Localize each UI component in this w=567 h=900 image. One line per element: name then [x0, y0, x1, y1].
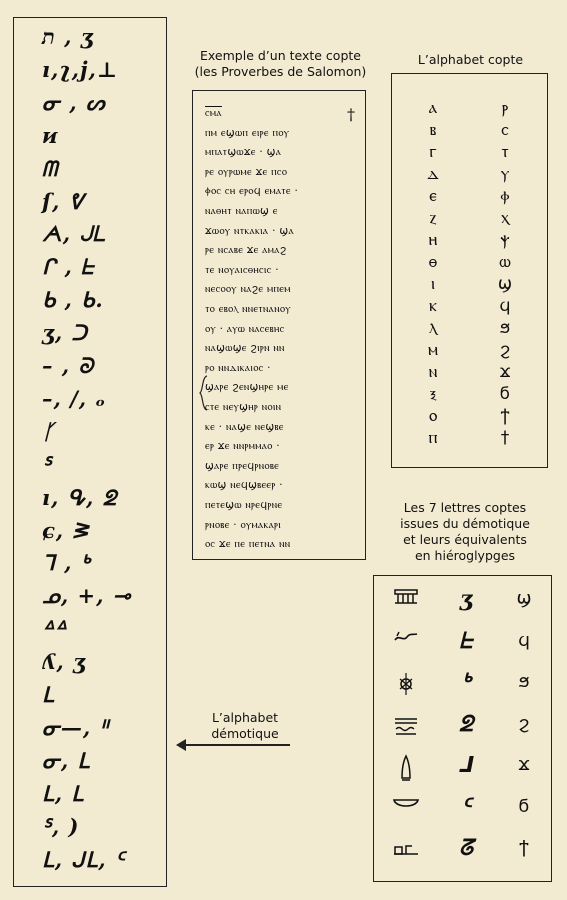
seven-coptic-letter: ϫ — [518, 754, 530, 775]
seven-caption-line1: Les 7 lettres coptes — [403, 500, 527, 515]
seven-demotic-sign: ᑦ — [461, 793, 471, 820]
coptic-letter: ⲁ — [428, 98, 438, 118]
canal-glyph — [386, 713, 426, 737]
demotic-row: ᒣ , ᒃ — [42, 550, 91, 576]
proverbs-line: ⲛⲉⲥⲟⲟⲩ ⲛⲁϩⲉ ⲙⲡⲉⲙ — [205, 283, 291, 296]
coptic-letter: ϫ — [499, 362, 511, 382]
coptic-letter: ⲍ — [429, 208, 437, 228]
proverbs-text-box — [192, 90, 366, 560]
proverbs-line: ϣⲁⲣⲉ ϩⲉⲛϣⲏⲣⲉ ⲙⲉ — [205, 381, 289, 394]
hill-glyph — [386, 754, 426, 782]
proverbs-line: ⲫⲟⲥ ⲥⲏ ⲉⲣⲟϥ ⲉⲙⲁⲧⲉ · — [205, 185, 299, 198]
seven-coptic-letter: ϥ — [518, 629, 530, 651]
arrow-left-icon — [176, 739, 186, 751]
seven-coptic-letter: ϣ — [516, 588, 532, 609]
demotic-row: ᚴ — [42, 418, 56, 444]
coptic-letter: † — [500, 428, 510, 448]
coptic-letter: ⲗ — [428, 318, 437, 338]
coptic-letter: ⲝ — [429, 384, 437, 404]
proverbs-line: ⲧⲉ ⲛⲟⲩⲁⲓⲥⲑⲏⲥⲓⲥ · — [205, 263, 279, 276]
coptic-letter: ⲱ — [499, 252, 511, 272]
hand-glyph — [386, 837, 426, 857]
coptic-letter: ⲓ — [430, 274, 436, 294]
cross-mark: † — [347, 105, 355, 124]
coptic-letter: ⲧ — [501, 142, 509, 162]
demotic-row: ᒪ, ᒪ — [42, 780, 85, 806]
proverbs-line: ⲛⲁⲑⲏⲧ ⲛⲁⲡⲱϣ ⲉ — [205, 205, 278, 217]
proverbs-line: ⲕⲱϣ ⲛⲉϥϣⲃⲉⲉⲣ · — [205, 479, 283, 492]
demotic-alphabet-box — [13, 17, 167, 887]
demotic-row: – , ᘐ — [42, 353, 95, 378]
proverbs-line: ⲣⲉ ⲛⲥⲁⲃⲉ ϫⲉ ⲁⲙⲁϩ — [205, 244, 287, 257]
demotic-row: ʒ, ᑐ — [42, 320, 88, 346]
demotic-row: ᑲ , ᑲ. — [42, 287, 104, 313]
placenta-glyph — [386, 671, 426, 697]
proverbs-line: ⲡⲙ ⲉϣⲱⲡ ⲉⲓⲣⲉ ⲡⲟⲩ — [205, 126, 290, 139]
demotic-row: ᒪ — [42, 682, 55, 707]
coptic-letter: ϭ — [499, 384, 511, 404]
proverbs-line: ⲟⲩ · ⲁⲩⲱ ⲛⲁⲥⲉⲃⲏⲥ — [205, 322, 285, 335]
demotic-row: –, /, ₒ — [42, 385, 107, 411]
alphabet-caption: L’alphabet copte — [417, 52, 524, 67]
proverbs-line: ⲣⲟ ⲛⲛⲇⲓⲕⲁⲓⲟⲥ · — [205, 361, 271, 374]
seven-demotic-sign: ᘔ — [458, 835, 474, 861]
demotic-row: ſ, ᕓ — [42, 188, 85, 214]
arrow-caption-line1: L’alphabet — [211, 710, 279, 725]
basket-glyph — [386, 796, 426, 810]
seven-coptic-letter: ϧ — [518, 671, 530, 692]
coptic-letter: ⲇ — [427, 164, 439, 184]
proverbs-line: ⲕⲉ · ⲛⲁϣⲉ ⲛⲉϣⲃⲉ — [205, 420, 284, 433]
proverbs-line: ⲣⲛⲟⲃⲉ · ⲟⲩⲙⲁⲕⲁⲣⲓ — [205, 518, 281, 531]
seven-caption-line3: et leurs équivalents — [403, 532, 527, 547]
coptic-letter: ⲑ — [428, 252, 438, 272]
demotic-row: ᓂ, ᒪ — [42, 747, 91, 773]
demotic-row: ʎ, ʒ — [42, 649, 86, 675]
coptic-letter: ⲡ — [428, 428, 438, 448]
coptic-letter: ϥ — [499, 296, 511, 316]
coptic-letter: ⲙ — [427, 340, 438, 360]
coptic-letter: ⲟ — [428, 406, 438, 426]
seven-demotic-sign: ⅃ — [458, 752, 474, 778]
coptic-alphabet-box — [391, 73, 548, 468]
seven-demotic-sign: ᘖ — [458, 710, 474, 737]
proverbs-line: ⲥⲧⲉ ⲛⲉⲩϣⲏⲣ ⲛⲟⲓⲛ — [205, 401, 282, 413]
proverbs-line: ⲙⲡⲁⲧϣⲱϫⲉ · ϣⲁ — [205, 146, 282, 159]
demotic-row: ᒋ , ᖶ — [42, 254, 95, 280]
proverbs-line: ϫⲱⲟⲩ ⲛⲧⲕⲁⲕⲓⲁ · ϣⲁ — [205, 224, 295, 237]
seven-coptic-letter: ϭ — [518, 795, 530, 817]
coptic-letter: ⲩ — [500, 164, 510, 184]
seven-caption-line4: en hiéroglypges — [414, 548, 516, 563]
garden-pool-glyph — [386, 588, 426, 606]
proverbs-line: ⲥⲙⲁ — [205, 107, 222, 119]
demotic-arrow-caption — [200, 710, 290, 742]
proverbs-line: ⲡⲉⲧⲉϣⲱ ⲛⲣⲉϥⲣⲛⲉ — [205, 499, 283, 511]
demotic-row: ı,ʅ,j,⊥ — [42, 56, 119, 82]
proverbs-line: ⲛⲁϣⲱϣⲉ ϩⲓⲣⲛ ⲛⲛ — [205, 342, 285, 355]
demotic-row: ɕ, ᕒ — [42, 517, 89, 543]
proverbs-caption — [193, 48, 368, 80]
horned-viper-glyph — [386, 630, 426, 644]
demotic-row: ᐞᐞ — [42, 616, 67, 642]
coptic-letter: ⲉ — [429, 186, 437, 206]
seven-coptic-letter: ϩ — [518, 712, 530, 734]
coptic-letter: ϧ — [499, 318, 511, 338]
demotic-row: ᓄ, +, ⊸ — [42, 583, 132, 609]
coptic-letter: ⲥ — [501, 120, 509, 140]
seven-demotic-sign: ʒ — [459, 586, 473, 612]
demotic-row: ᓂ—, ᐦ — [42, 714, 109, 740]
coptic-letter: ⲯ — [500, 230, 510, 250]
seven-demotic-sign: ᖶ — [459, 627, 473, 654]
demotic-row: ᴎ — [42, 122, 59, 148]
demotic-row: ᒪ, ᒍᒪ, ᑦ — [42, 846, 125, 872]
demotic-row: ᔆ, ) — [42, 813, 80, 839]
arrow-caption-line2: démotique — [211, 726, 279, 741]
coptic-letter: ⲕ — [429, 296, 437, 316]
coptic-letter: ⲏ — [428, 230, 438, 250]
demotic-row: ᗅ, ᒍᒪ — [42, 221, 107, 247]
seven-letters-caption — [380, 500, 550, 564]
seven-demotic-sign: ᒃ — [461, 669, 471, 695]
proverbs-line: ⲣⲉ ⲟⲩⲣⲱⲙⲉ ϫⲉ ⲡⲥⲟ — [205, 165, 288, 178]
demotic-row: ﬨ , ʒ — [42, 24, 94, 49]
coptic-letter: ϣ — [497, 274, 513, 294]
proverbs-line: ⲉⲣ ϫⲉ ⲛⲛⲣⲙⲙⲁⲟ · — [205, 440, 280, 453]
demotic-row: ı, ᕴ, ᘖ — [42, 484, 118, 510]
seven-coptic-letter: ϯ — [519, 837, 529, 858]
demotic-row: ᔆ — [42, 451, 52, 477]
coptic-letter: ϩ — [499, 340, 511, 360]
proverbs-line: ⲟⲥ ϫⲉ ⲡⲉ ⲡⲉⲧⲛⲁ ⲛⲛ — [205, 538, 291, 551]
arrow-line — [178, 744, 290, 746]
demotic-row: ᗰ — [42, 155, 59, 181]
seven-letters-box — [373, 575, 552, 882]
demotic-row: ᓂ , ᔕ — [42, 89, 106, 115]
coptic-letter: ⲫ — [500, 186, 510, 206]
coptic-letter: ⲣ — [501, 98, 509, 118]
proverbs-caption-line1: Exemple d’un texte copte — [200, 48, 361, 63]
proverbs-caption-line2: (les Proverbes de Salomon) — [194, 64, 367, 79]
coptic-letter: ⲭ — [501, 208, 509, 228]
coptic-letter: ϯ — [500, 406, 510, 426]
seven-caption-line2: issues du démotique — [400, 516, 530, 531]
coptic-letter: ⲃ — [429, 120, 437, 140]
proverbs-line: ⲧⲟ ⲉⲃⲟⲗ ⲛⲛⲉⲧⲛⲁⲛⲟⲩ — [205, 303, 291, 315]
proverbs-line: ϣⲁⲣⲉ ⲡⲣⲉϥⲣⲛⲟⲃⲉ — [205, 459, 280, 472]
coptic-letter: ⲅ — [429, 142, 437, 162]
coptic-letter: ⲛ — [428, 362, 438, 382]
